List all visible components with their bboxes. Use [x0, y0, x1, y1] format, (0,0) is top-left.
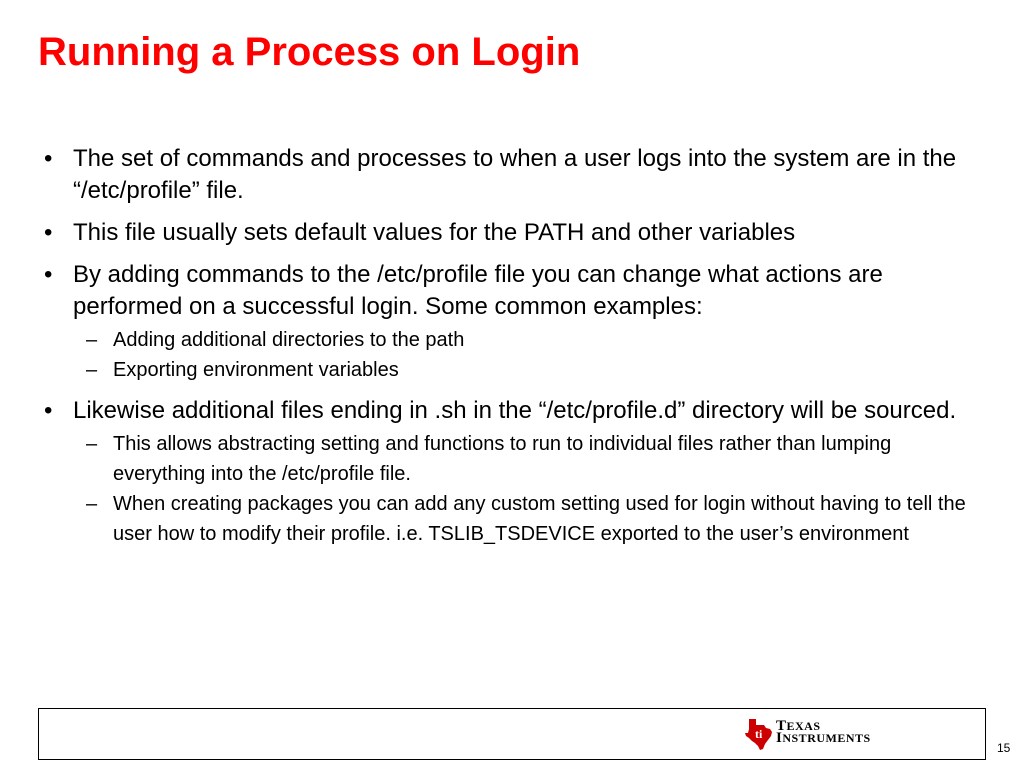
slide-title: Running a Process on Login — [38, 30, 581, 74]
sub-bullet-marker: – — [86, 329, 98, 351]
sub-bullet-text: Adding additional directories to the path — [113, 329, 465, 351]
sub-bullet-item — [44, 355, 984, 385]
sub-bullet-item — [44, 429, 984, 489]
logo-wordmark: TEXAS INSTRUMENTS — [776, 718, 871, 746]
bullet-marker: • — [44, 219, 53, 246]
bullet-marker: • — [44, 261, 53, 288]
sub-bullet-item — [44, 325, 984, 355]
bullet-group — [44, 395, 984, 549]
bullet-item — [44, 217, 984, 249]
texas-instruments-logo — [742, 716, 872, 754]
bullet-text: This file usually sets default values for the PATH and other variables — [73, 219, 796, 246]
slide-body — [44, 143, 984, 559]
sub-bullet-marker: – — [86, 433, 98, 455]
sub-bullet-text: Exporting environment variables — [113, 359, 399, 381]
sub-bullet-list — [44, 325, 984, 385]
page-number: 15 — [997, 741, 1011, 755]
bullet-item — [44, 143, 984, 207]
sub-bullet-text: When creating packages you can add any custom setting used for login without having to tell the user how to modify their profile. i.e. TSLIB_TSDEVICE exported to the user’s environment — [113, 493, 966, 545]
bullet-marker: • — [44, 397, 53, 424]
sub-bullet-text: This allows abstracting setting and functions to run to individual files rather than lumping everything into the /etc/profile file. — [113, 433, 892, 485]
texas-instruments-logo-icon — [742, 716, 774, 752]
logo-ti-mark: ti — [755, 727, 763, 741]
bullet-marker: • — [44, 145, 53, 172]
bullet-item — [44, 395, 984, 427]
sub-bullet-list — [44, 429, 984, 549]
bullet-text: Likewise additional files ending in .sh in the “/etc/profile.d” directory will be sourced. — [73, 397, 957, 424]
bullet-text: By adding commands to the /etc/profile file you can change what actions are performed on a successful login. Some common examples: — [73, 261, 883, 320]
bullet-text: The set of commands and processes to when a user logs into the system are in the “/etc/profile” file. — [73, 145, 957, 204]
bullet-item — [44, 259, 984, 323]
sub-bullet-item — [44, 489, 984, 549]
bullet-group — [44, 259, 984, 385]
sub-bullet-marker: – — [86, 359, 98, 381]
sub-bullet-marker: – — [86, 493, 98, 515]
